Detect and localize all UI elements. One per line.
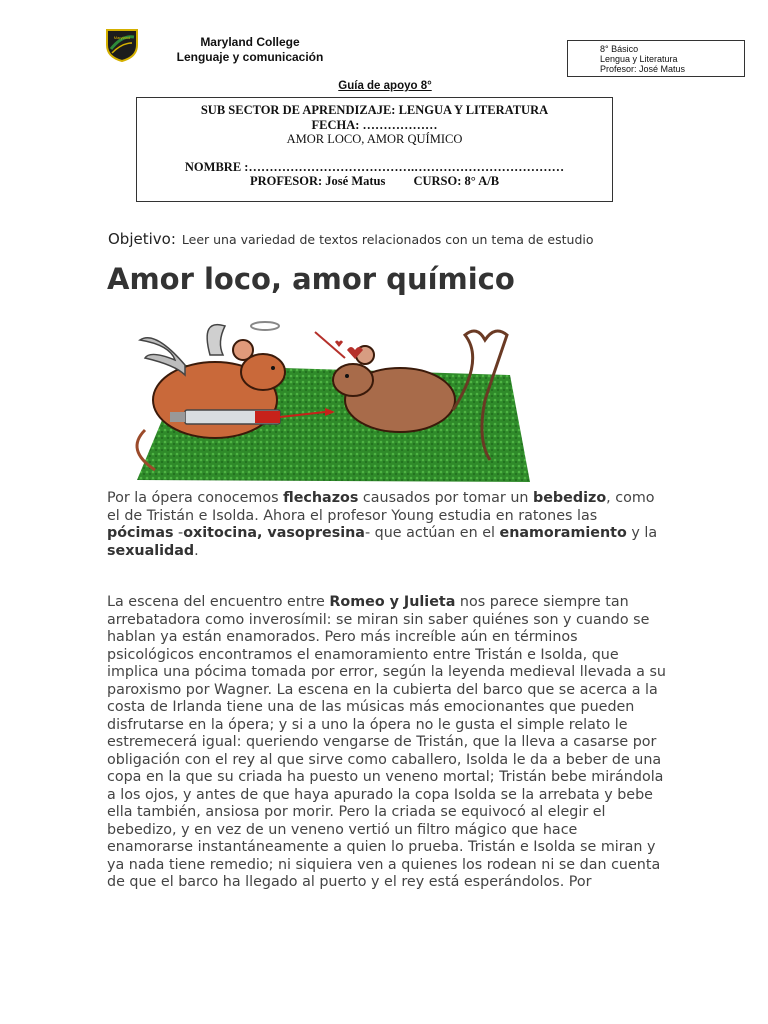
text-run: - bbox=[173, 525, 184, 541]
bold-term: oxitocina, vasopresina bbox=[183, 525, 365, 541]
text-run: Por la ópera conocemos bbox=[107, 490, 284, 506]
subsector-line: SUB SECTOR DE APRENDIZAJE: LENGUA Y LITERATURA bbox=[200, 103, 549, 117]
objective-text: Leer una variedad de textos relacionados con un tema de estudio bbox=[181, 232, 594, 247]
bold-term: enamoramiento bbox=[499, 525, 627, 541]
article-paragraph-2 bbox=[107, 594, 667, 892]
form-topic: AMOR LOCO, AMOR QUÍMICO bbox=[286, 132, 463, 146]
school-name: Maryland College bbox=[200, 35, 300, 49]
school-crest-logo bbox=[104, 27, 140, 63]
text-run: . bbox=[194, 542, 199, 559]
grade-label: 8° Básico bbox=[600, 44, 639, 54]
bold-term: Romeo y Julieta bbox=[329, 594, 456, 610]
bold-term: bebedizo bbox=[533, 490, 607, 506]
bold-term: flechazos bbox=[283, 490, 359, 506]
bold-term: pócimas bbox=[107, 525, 174, 541]
small-heart-icon bbox=[335, 341, 343, 348]
name-field: NOMBRE :………………………………….……………………………… bbox=[184, 160, 565, 174]
teacher-course-line: PROFESOR: José Matus CURSO: 8° A/B bbox=[249, 174, 500, 188]
crest-lettering: Maryland bbox=[113, 35, 131, 40]
article-paragraph-1 bbox=[107, 490, 667, 560]
course-label: Lengua y Literatura bbox=[600, 54, 678, 64]
mice-cupid-syringe-illustration bbox=[115, 320, 535, 485]
text-run: , como el de Tristán e Isolda. Ahora el profesor Young estudia en ratones las bbox=[107, 490, 655, 524]
guide-title: Guía de apoyo 8° bbox=[338, 80, 432, 92]
text-run: nos parece siempre tan arrebatadora como inverosímil: se miran sin saber quiénes son y cuando se hablan ya están enamorados. Pero más increíble aún en términos psicológicos encontramos el enamoramiento entre Tristán e Isolda, que implica una pócima tomada por error, según la leyenda medieval llevada a su paroxismo por Wagner. La escena en la cubierta del barco que se acerca a la costa de Irlanda tiene una de las músicas más emocionantes que pueden disfrutarse en la ópera; y si a uno la ópera no le gusta el simple relato le estremecerá igual: queriendo vengarse de Tristán, que la lleva a casarse por obligación con el rey al que sirve como caballero, Isolda le da a beber de una copa en la que su criada ha puesto un veneno mortal; Tristán bebe mirándola a los ojos, y antes de que haya apurado la copa Isolda se la arrebata y bebe ella también, ansiosa por morir. Pero la criada se equivocó al elegir el bebedizo, y en vez de un veneno vertió un filtro mágico que hace enamorarse instantáneamente a quien lo prueba. Tristán e Isolda se miran y ya nada tiene remedio; ni siquiera ven a quienes los rodean ni se dan cuenta de que el barco ha llegado al puerto y el rey está esperándolos. Por bbox=[107, 594, 666, 890]
text-run: causados por tomar un bbox=[358, 490, 533, 506]
school-header bbox=[150, 35, 350, 65]
text-run: La escena del encuentro entre bbox=[107, 594, 330, 610]
date-field: FECHA: ……………… bbox=[311, 118, 438, 132]
article-title: Amor loco, amor químico bbox=[107, 262, 515, 296]
objective bbox=[108, 229, 594, 248]
text-run: - que actúan en el bbox=[364, 525, 500, 541]
student-form-box bbox=[136, 97, 613, 202]
objective-label: Objetivo: bbox=[108, 230, 176, 248]
teacher-label: Profesor: José Matus bbox=[600, 64, 686, 74]
subject-name: Lenguaje y comunicación bbox=[176, 50, 324, 64]
bold-term: sexualidad bbox=[107, 542, 195, 559]
text-run: y la bbox=[626, 525, 658, 541]
course-info-box bbox=[567, 40, 745, 77]
